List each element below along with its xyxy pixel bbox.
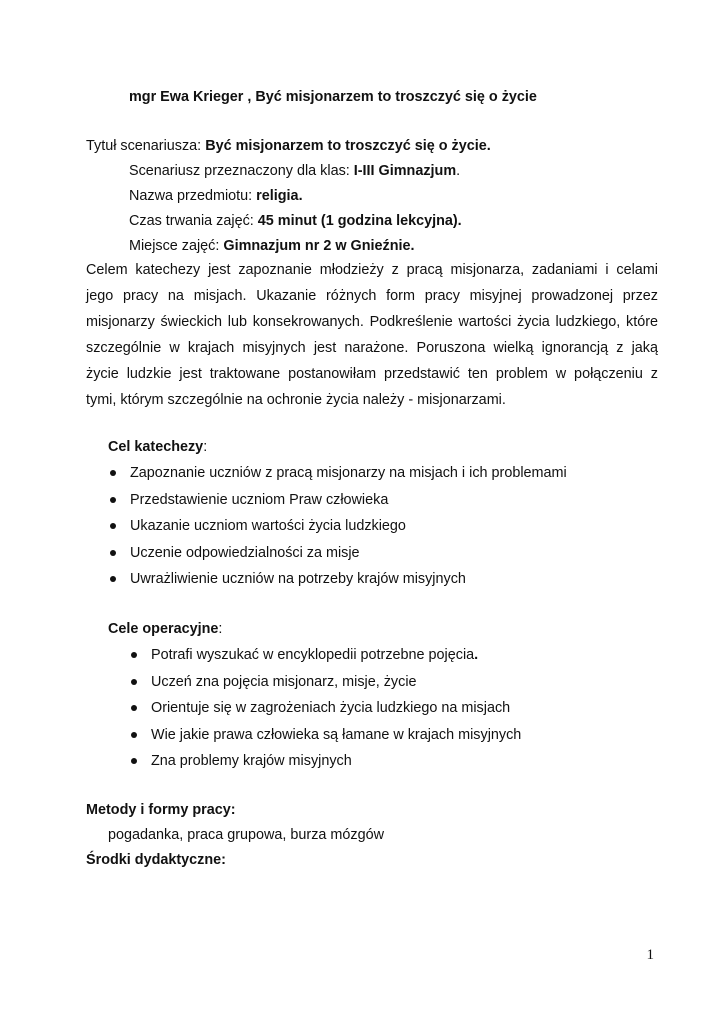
list-item: Uczenie odpowiedzialności za misje <box>108 544 567 571</box>
goals-list <box>108 464 567 597</box>
classes-end: . <box>456 163 461 179</box>
goals-heading: Cel katechezy <box>108 439 204 455</box>
list-item: Uwrażliwienie uczniów na potrzeby krajów misyjnych <box>108 570 567 597</box>
goals-heading-line <box>108 438 207 456</box>
intro-line: misjonarzy świeckich lub konsekrowanych. Podkreślenie wartości życia ludzkiego, które <box>86 314 658 330</box>
place-label: Miejsce zajęć: <box>129 238 224 254</box>
operational-colon: : <box>218 621 223 637</box>
methods-heading: Metody i formy pracy: <box>86 802 236 818</box>
duration-label: Czas trwania zajęć: <box>129 213 258 229</box>
list-item: Ukazanie uczniom wartości życia ludzkiego <box>108 517 567 544</box>
bullet-icon <box>131 652 137 658</box>
duration-line <box>129 212 462 230</box>
bullet-icon <box>131 679 137 685</box>
bullet-icon <box>110 523 116 529</box>
duration-value: 45 minut (1 godzina lekcyjna). <box>257 213 462 229</box>
methods-value: pogadanka, praca grupowa, burza mózgów <box>108 827 384 843</box>
list-item: Uczeń zna pojęcia misjonarz, misje, życie <box>129 673 521 700</box>
classes-label: Scenariusz przeznaczony dla klas: <box>129 163 354 179</box>
operational-heading-line <box>108 620 222 638</box>
document-header: mgr Ewa Krieger , Być misjonarzem to troszczyć się o życie <box>129 89 537 105</box>
subject-line <box>129 187 303 205</box>
intro-line: szczególnie w krajach misyjnych jest narażone. Poruszona wielką ignorancją z jaką <box>86 340 658 356</box>
intro-line: życie ludzkie jest traktowane postanowiłam przedstawić ten problem w połączeniu z <box>86 366 658 382</box>
intro-line: jego pracy na misjach. Ukazanie różnych form pracy misyjnej prowadzonej przez <box>86 288 658 304</box>
bullet-icon <box>110 497 116 503</box>
list-item: Potrafi wyszukać w encyklopedii potrzebne pojęcia. <box>129 646 521 673</box>
list-item: Przedstawienie uczniom Praw człowieka <box>108 491 567 518</box>
classes-value: I-III Gimnazjum <box>353 163 457 179</box>
place-line <box>129 237 415 255</box>
operational-list <box>129 646 521 779</box>
goals-colon: : <box>203 439 208 455</box>
list-item: Zna problemy krajów misyjnych <box>129 752 521 779</box>
bullet-icon <box>131 732 137 738</box>
subject-value: religia. <box>256 188 303 204</box>
page-number: 1 <box>646 947 654 963</box>
list-item: Zapoznanie uczniów z pracą misjonarzy na misjach i ich problemami <box>108 464 567 491</box>
means-heading: Środki dydaktyczne: <box>86 852 226 868</box>
bullet-icon <box>110 550 116 556</box>
list-item: Orientuje się w zagrożeniach życia ludzkiego na misjach <box>129 699 521 726</box>
operational-heading: Cele operacyjne <box>108 621 219 637</box>
bullet-icon <box>131 705 137 711</box>
bullet-icon <box>110 470 116 476</box>
intro-line: Celem katechezy jest zapoznanie młodzieży z pracą misjonarza, zadaniami i celami <box>86 262 658 278</box>
place-value: Gimnazjum nr 2 w Gnieźnie. <box>223 238 415 254</box>
list-item: Wie jakie prawa człowieka są łamane w krajach misyjnych <box>129 726 521 753</box>
intro-line: tymi, którym szczególnie na ochronie życia należy - misjonarzami. <box>86 392 506 408</box>
subject-label: Nazwa przedmiotu: <box>129 188 257 204</box>
bullet-icon <box>110 576 116 582</box>
scenario-title-label: Tytuł scenariusza: <box>86 138 206 154</box>
scenario-classes-line <box>129 162 460 180</box>
scenario-title-line <box>86 137 491 155</box>
intro-paragraph <box>86 257 658 413</box>
scenario-title-value: Być misjonarzem to troszczyć się o życie. <box>205 138 491 154</box>
bullet-icon <box>131 758 137 764</box>
